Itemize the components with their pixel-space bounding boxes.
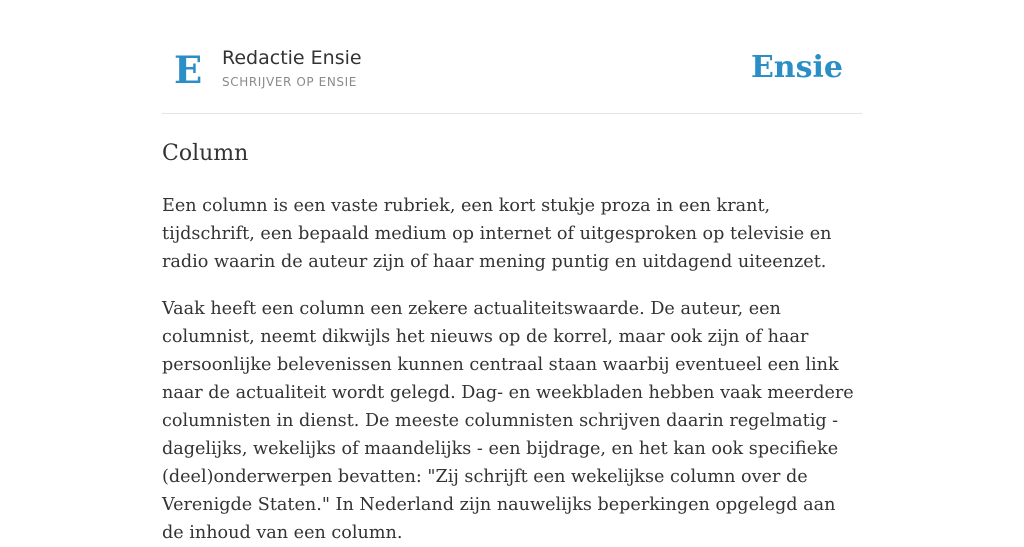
article-paragraph: Een column is een vaste rubriek, een kort stukje proza in een krant, tijdschrift, een bepaald medium op internet of uitgesproken op televisie en radio waarin de auteur zijn of haar mening puntig en uitdagend uiteenzet. (162, 196, 832, 272)
page (162, 0, 862, 547)
header (162, 0, 862, 114)
author-avatar[interactable]: E (174, 48, 203, 92)
article-title: Column (162, 141, 249, 166)
author-role: SCHRIJVER OP ENSIE (222, 75, 357, 89)
author-name[interactable]: Redactie Ensie (222, 47, 362, 69)
brand-logo[interactable]: Ensie (750, 50, 843, 85)
article-paragraph: Vaak heeft een column een zekere actualiteitswaarde. De auteur, een columnist, neemt dikwijls het nieuws op de korrel, maar ook zijn of haar persoonlijke belevenissen kunnen centraal staan waarbij eventueel een link naar de actualiteit wordt gelegd. Dag- en weekbladen hebben vaak meerdere columnisten in dienst. De meeste columnisten schrijven daarin regelmatig - dagelijks, wekelijks of maandelijks - een bijdrage, en het kan ook specifieke (deel)onderwerpen bevatten: "Zij schrijft een wekelijkse column over de Verenigde Staten." In Nederland zijn nauwelijks beperkingen opgelegd aan de inhoud van een column. (162, 299, 854, 543)
